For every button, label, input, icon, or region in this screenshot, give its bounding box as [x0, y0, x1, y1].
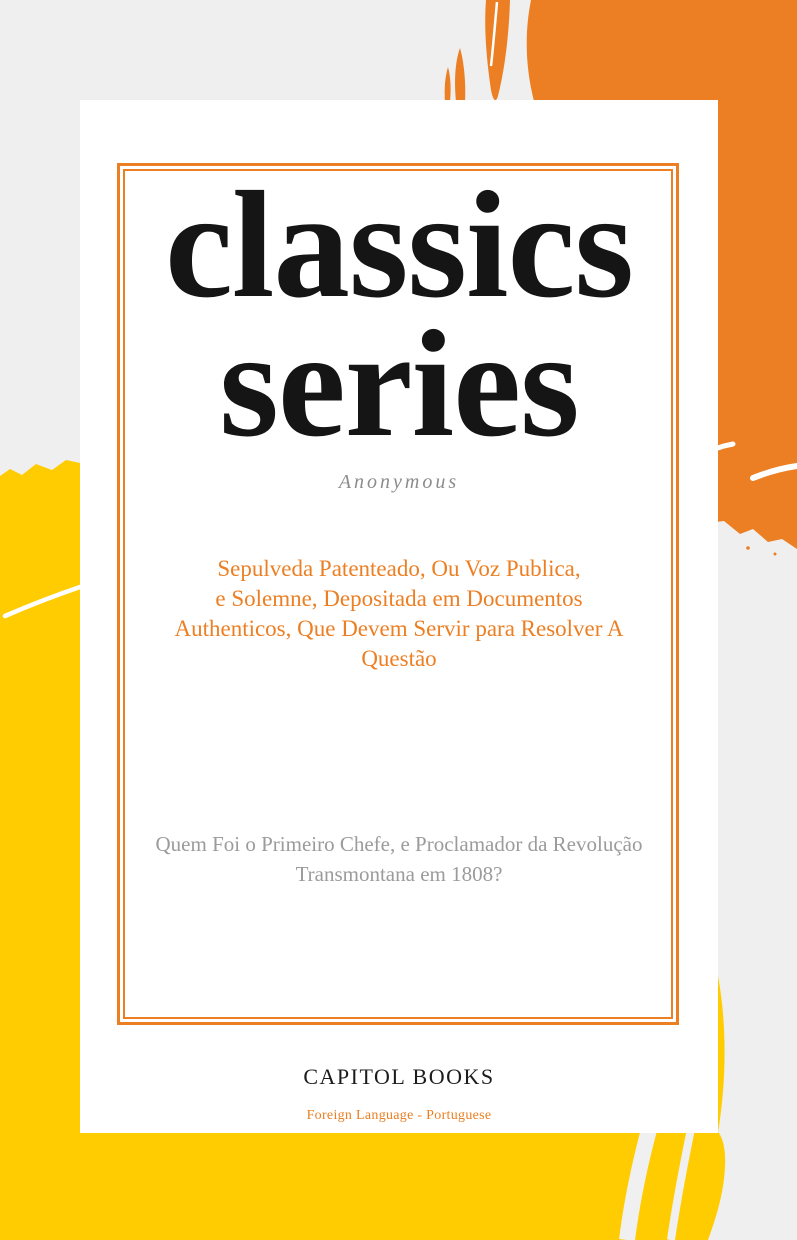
publisher-name: CAPITOL BOOKS — [303, 1064, 495, 1089]
series-title — [80, 161, 718, 469]
series-title-line-2: series — [219, 300, 579, 469]
book-title-line-3: Authenticos, Que Devem Servir para Resolver A — [174, 616, 624, 641]
subtitle-question-line-1: Quem Foi o Primeiro Chefe, e Proclamador da Revolução — [155, 832, 643, 856]
category-label: Foreign Language - Portuguese — [306, 1108, 492, 1123]
series-title-line-1: classics — [165, 161, 633, 330]
yellow-brush-left — [0, 460, 80, 1240]
book-title-line-2: e Solemne, Depositada em Documentos — [215, 586, 583, 611]
book-title-line-1: Sepulveda Patenteado, Ou Voz Publica, — [217, 556, 581, 581]
book-title — [80, 554, 718, 674]
book-title-line-4: Questão — [361, 646, 437, 671]
cover-card — [80, 100, 718, 1133]
author-name: Anonymous — [338, 471, 460, 493]
subtitle-question-line-2: Transmontana em 1808? — [295, 862, 503, 886]
subtitle-question — [80, 829, 718, 889]
